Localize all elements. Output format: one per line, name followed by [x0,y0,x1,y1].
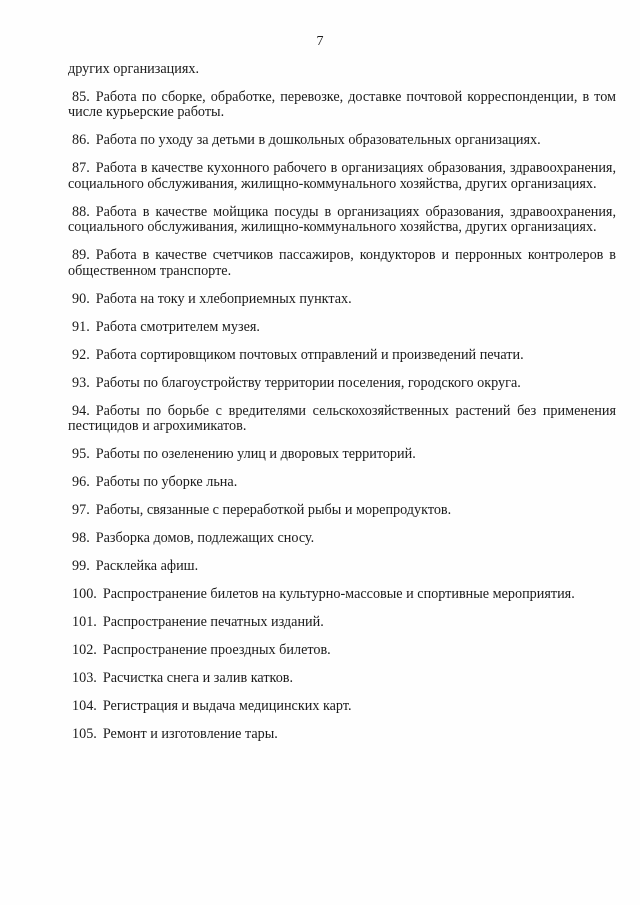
list-item-91 [68,320,616,336]
item-number: 99. [72,558,90,574]
continuation-line: других организациях. [68,61,200,77]
item-number: 101. [72,614,97,630]
item-number: 90. [72,290,90,307]
item-text: Распространение проездных билетов. [102,642,331,658]
item-text: Работа смотрителем музея. [95,318,260,335]
item-number: 97. [72,502,90,518]
list-item-86 [68,133,616,149]
item-text: Работа в качестве кухонного рабочего в организациях образования, здравоохранения, социального обслуживания, жилищно-коммунального хозяйства, других организациях. [68,160,616,192]
item-text: Работа по сборке, обработке, перевозке, доставке почтовой корреспонденции, в том числе курьерские работы. [68,88,616,120]
item-number: 100. [72,586,97,602]
list-item-85 [68,90,616,121]
item-text: Регистрация и выдача медицинских карт. [102,698,352,714]
list-item-87 [68,161,616,192]
list-item-103 [68,671,616,687]
item-text: Расчистка снега и залив катков. [102,670,294,686]
list-item-99 [68,559,616,575]
item-text: Работы по уборке льна. [95,474,238,490]
item-number: 85. [72,88,90,105]
list-item-95 [68,447,616,463]
page-number: 7 [316,34,324,49]
item-text: Ремонт и изготовление тары. [102,726,278,742]
item-text: Работы по благоустройству территории поселения, городского округа. [95,374,521,391]
document-body [68,62,616,755]
list-item-93 [68,376,616,392]
list-item-90 [68,292,616,308]
item-text: Распространение билетов на культурно-массовые и спортивные мероприятия. [102,586,575,602]
item-number: 92. [72,346,90,363]
list-item-100 [68,587,616,603]
item-number: 89. [72,247,90,263]
item-number: 91. [72,318,90,335]
item-number: 98. [72,530,90,546]
item-text: Работы по борьбе с вредителями сельскохозяйственных растений без применения пестицидов и агрохимикатов. [68,402,616,434]
list-item-92 [68,348,616,364]
item-number: 96. [72,474,90,490]
item-number: 104. [72,698,97,714]
item-number: 87. [72,160,90,176]
item-text: Работы, связанные с переработкой рыбы и морепродуктов. [95,502,452,518]
item-number: 88. [72,203,90,220]
list-item-98 [68,531,616,547]
item-number: 86. [72,132,90,148]
item-text: Расклейка афиш. [95,558,199,574]
item-number: 94. [72,402,90,419]
item-number: 103. [72,670,97,686]
list-item-94 [68,404,616,435]
list-item-88 [68,205,616,236]
item-text: Работа в качестве счетчиков пассажиров, кондукторов и перронных контролеров в общественном транспорте. [68,247,616,279]
list-item-105 [68,727,616,743]
item-number: 95. [72,446,90,462]
item-text: Работы по озеленению улиц и дворовых территорий. [95,446,416,462]
item-number: 105. [72,726,97,742]
list-item-97 [68,503,616,519]
list-item-104 [68,699,616,715]
list-item-101 [68,615,616,631]
item-text: Работа по уходу за детьми в дошкольных образовательных организациях. [95,132,541,148]
item-number: 102. [72,642,97,658]
list-item-89 [68,248,616,279]
list-item-96 [68,475,616,491]
item-number: 93. [72,374,90,391]
item-text: Работа сортировщиком почтовых отправлений и произведений печати. [95,346,524,363]
item-text: Распространение печатных изданий. [102,614,324,630]
item-text: Работа в качестве мойщика посуды в организациях образования, здравоохранения, социального обслуживания, жилищно-коммунального хозяйства, других организациях. [68,203,616,235]
item-text: Разборка домов, подлежащих сносу. [95,530,315,546]
item-text: Работа на току и хлебоприемных пунктах. [95,290,352,307]
list-item-102 [68,643,616,659]
